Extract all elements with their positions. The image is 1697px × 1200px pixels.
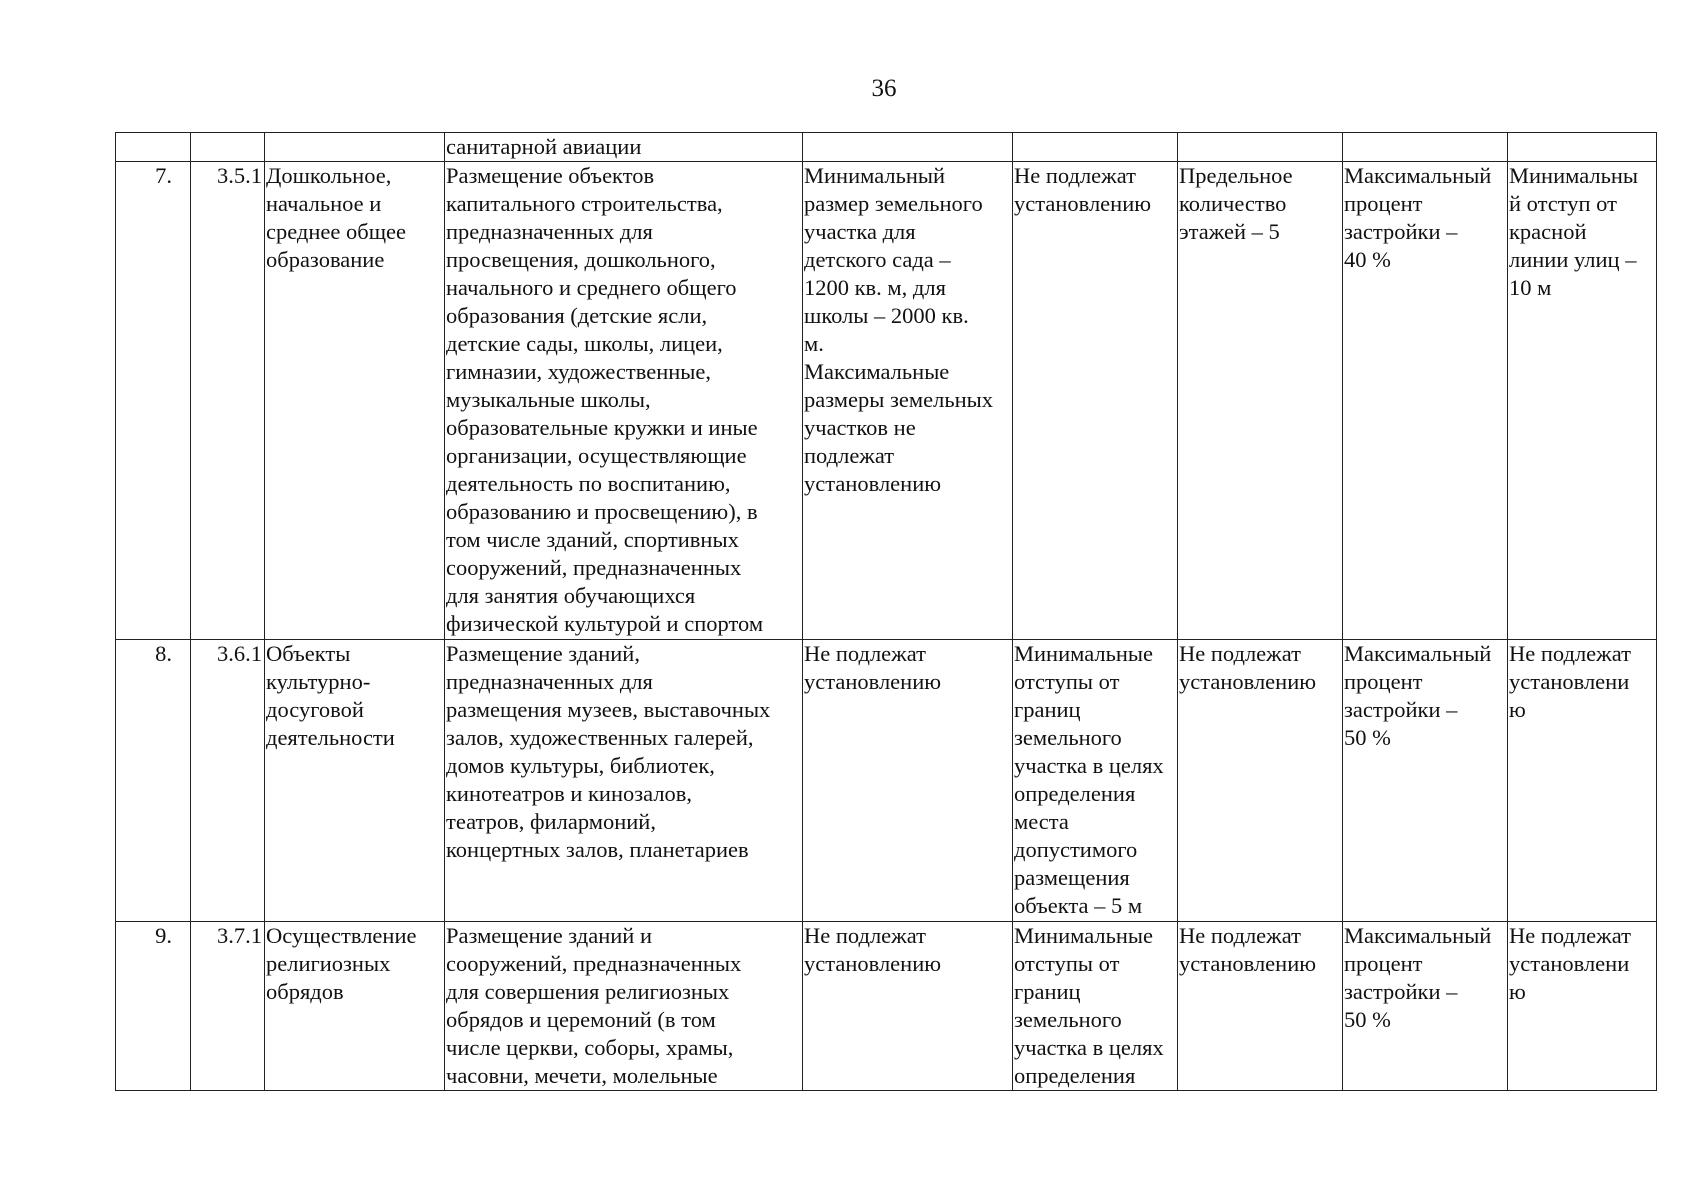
text-line: определения [1014,1063,1136,1088]
setbacks-cell [1013,162,1178,640]
text-line: Объекты [266,641,351,666]
text-line: залов, художественных галерей, [446,725,754,750]
text-line: ю [1509,979,1526,1004]
text-line: процент [1344,951,1423,976]
setbacks-cell [1013,640,1178,922]
text-line: Минимальные [1014,923,1154,948]
description-cell [445,922,803,1091]
table-row [116,640,1657,922]
text-line: Не подлежат [1179,641,1301,666]
text-line: 10 м [1509,275,1552,300]
text-line: установлению [804,951,942,976]
floors-cell [1178,922,1343,1091]
text-line: организации, осуществляющие [446,443,747,468]
text-line: Максимальный [1344,923,1492,948]
text-line: детского сада – [804,247,951,272]
setbacks-cell [1013,133,1178,162]
classifier-code-cell: 3.6.1 [191,640,265,922]
table-row [116,922,1657,1091]
text-line: санитарной авиации [446,134,642,159]
classifier-code-cell: 3.5.1 [191,162,265,640]
text-line: размещения музеев, выставочных [446,697,771,722]
text-line: размеры земельных [804,387,994,412]
text-line: школы – 2000 кв. [804,303,969,328]
text-line: Максимальные [804,359,950,384]
text-line: предназначенных для [446,669,653,694]
text-line: Максимальный [1344,163,1492,188]
text-line: начальное и [266,191,382,216]
text-line: Осуществление [266,923,417,948]
text-line: образования (детские ясли, [446,303,708,328]
text-line: земельного [1014,1007,1122,1032]
text-line: установлению [1179,669,1317,694]
text-line: отступы от [1014,951,1120,976]
text-line: места [1014,809,1069,834]
plot-size-cell [803,133,1013,162]
text-line: образование [266,247,385,272]
text-line: среднее общее [266,219,407,244]
text-line: Дошкольное, [266,163,392,188]
zoning-regulations-table [115,132,1657,1091]
floors-cell [1178,640,1343,922]
plot-size-cell [803,162,1013,640]
text-line: установлению [804,669,942,694]
table-row [116,162,1657,640]
land-use-name-cell [265,133,445,162]
text-line: отступы от [1014,669,1120,694]
coverage-cell [1343,640,1508,922]
description-cell [445,133,803,162]
text-line: для совершения религиозных [446,979,730,1004]
text-line: домов культуры, библиотек, [446,753,715,778]
text-line: образовательные кружки и иные [446,415,758,440]
land-use-name-cell [265,640,445,922]
text-line: объекта – 5 м [1014,893,1143,918]
text-line: сооружений, предназначенных [446,951,742,976]
land-use-name-cell [265,162,445,640]
plot-size-cell [803,640,1013,922]
row-number-cell: 9. [116,922,191,1091]
coverage-cell [1343,162,1508,640]
text-line: линии улиц – [1509,247,1637,272]
text-line: 40 % [1344,247,1391,272]
page-number: 36 [871,75,897,102]
red-line-cell [1508,922,1657,1091]
text-line: застройки – [1344,697,1458,722]
text-line: установлени [1509,951,1630,976]
text-line: Размещение объектов [446,163,655,188]
text-line: допустимого [1014,837,1138,862]
text-line: Минимальный [804,163,946,188]
text-line: подлежат [804,443,895,468]
text-line: том числе зданий, спортивных [446,527,739,552]
text-line: установлени [1509,669,1630,694]
text-line: сооружений, предназначенных [446,555,742,580]
description-cell [445,162,803,640]
setbacks-cell [1013,922,1178,1091]
text-line: 50 % [1344,725,1391,750]
text-line: й отступ от [1509,191,1617,216]
text-line: Не подлежат [804,923,926,948]
text-line: Максимальный [1344,641,1492,666]
classifier-code-cell [191,133,265,162]
text-line: границ [1014,979,1081,1004]
text-line: предназначенных для [446,219,653,244]
row-number-cell [116,133,191,162]
floors-cell [1178,133,1343,162]
text-line: ю [1509,697,1526,722]
row-number-cell: 7. [116,162,191,640]
text-line: Не подлежат [1014,163,1136,188]
text-line: гимназии, художественные, [446,359,712,384]
text-line: процент [1344,191,1423,216]
text-line: детские сады, школы, лицеи, [446,331,723,356]
text-line: начального и среднего общего [446,275,737,300]
text-line: Размещение зданий, [446,641,640,666]
text-line: Предельное [1179,163,1293,188]
land-use-name-cell [265,922,445,1091]
text-line: 1200 кв. м, для [804,275,946,300]
text-line: религиозных [266,951,391,976]
classifier-code-cell: 3.7.1 [191,922,265,1091]
text-line: земельного [1014,725,1122,750]
text-line: капитального строительства, [446,191,723,216]
plot-size-cell [803,922,1013,1091]
text-line: Минимальны [1509,163,1639,188]
text-line: деятельность по воспитанию, [446,471,731,496]
text-line: числе церкви, соборы, храмы, [446,1035,734,1060]
text-line: Минимальные [1014,641,1154,666]
coverage-cell [1343,133,1508,162]
text-line: участка в целях [1014,1035,1164,1060]
text-line: 50 % [1344,1007,1391,1032]
text-line: концертных залов, планетариев [446,837,749,862]
text-line: этажей – 5 [1179,219,1280,244]
text-line: определения [1014,781,1136,806]
text-line: кинотеатров и кинозалов, [446,781,693,806]
text-line: часовни, мечети, молельные [446,1063,718,1088]
text-line: физической культурой и спортом [446,611,764,636]
text-line: красной [1509,219,1587,244]
text-line: участка для [804,219,916,244]
text-line: Не подлежат [1509,923,1631,948]
text-line: образованию и просвещению), в [446,499,758,524]
red-line-cell [1508,133,1657,162]
text-line: размещения [1014,865,1130,890]
table-body [116,133,1657,1091]
text-line: Не подлежат [1509,641,1631,666]
red-line-cell [1508,640,1657,922]
text-line: границ [1014,697,1081,722]
floors-cell [1178,162,1343,640]
text-line: установлению [1179,951,1317,976]
table-row [116,133,1657,162]
text-line: деятельности [266,725,395,750]
text-line: обрядов и церемоний (в том [446,1007,716,1032]
text-line: Размещение зданий и [446,923,653,948]
text-line: Не подлежат [804,641,926,666]
text-line: обрядов [266,979,344,1004]
text-line: театров, филармоний, [446,809,656,834]
text-line: просвещения, дошкольного, [446,247,716,272]
description-cell [445,640,803,922]
text-line: участка в целях [1014,753,1164,778]
text-line: установлению [1014,191,1152,216]
text-line: м. [804,331,824,356]
text-line: количество [1179,191,1287,216]
text-line: установлению [804,471,942,496]
row-number-cell: 8. [116,640,191,922]
text-line: Не подлежат [1179,923,1301,948]
text-line: музыкальные школы, [446,387,651,412]
red-line-cell [1508,162,1657,640]
text-line: процент [1344,669,1423,694]
coverage-cell [1343,922,1508,1091]
text-line: застройки – [1344,979,1458,1004]
text-line: культурно- [266,669,371,694]
text-line: размер земельного [804,191,983,216]
text-line: застройки – [1344,219,1458,244]
text-line: досуговой [266,697,364,722]
text-line: участков не [804,415,916,440]
text-line: для занятия обучающихся [446,583,696,608]
